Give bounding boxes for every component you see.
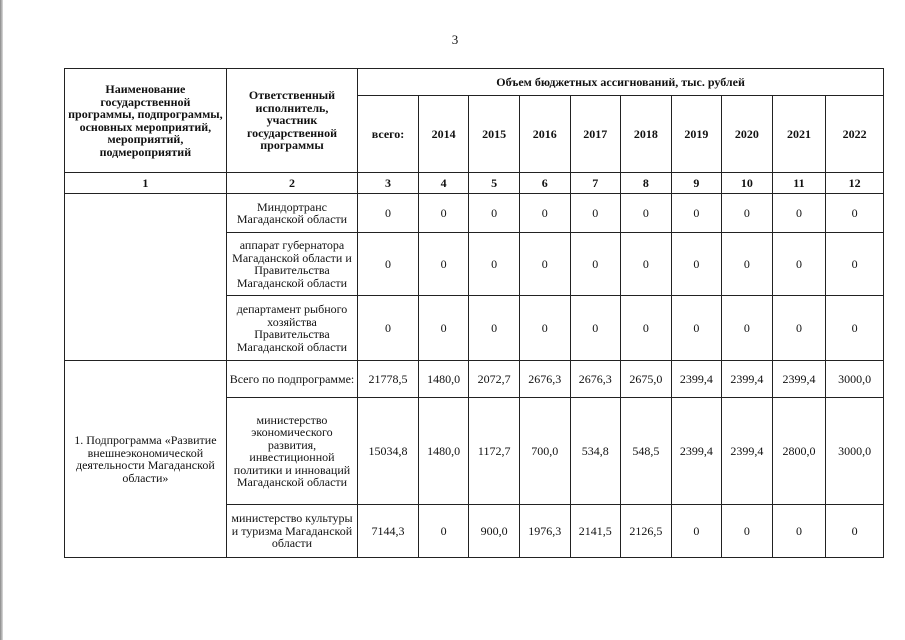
column-number: 11 bbox=[772, 173, 826, 194]
value-cell: 0 bbox=[722, 233, 773, 296]
header-year: 2018 bbox=[621, 96, 672, 173]
value-cell: 548,5 bbox=[621, 398, 672, 505]
value-cell: 1480,0 bbox=[418, 361, 469, 398]
header-year: 2015 bbox=[469, 96, 520, 173]
value-cell: 0 bbox=[469, 233, 520, 296]
value-cell: 3000,0 bbox=[826, 361, 884, 398]
program-name-cell bbox=[65, 194, 227, 361]
value-cell: 0 bbox=[772, 233, 826, 296]
budget-table bbox=[64, 68, 884, 558]
column-number: 9 bbox=[671, 173, 722, 194]
value-cell: 2126,5 bbox=[621, 505, 672, 558]
header-year: 2021 bbox=[772, 96, 826, 173]
header-total: всего: bbox=[358, 96, 419, 173]
value-cell: 2675,0 bbox=[621, 361, 672, 398]
header-year: 2017 bbox=[570, 96, 621, 173]
value-cell: 2072,7 bbox=[469, 361, 520, 398]
column-number: 5 bbox=[469, 173, 520, 194]
header-year: 2016 bbox=[519, 96, 570, 173]
header-year: 2019 bbox=[671, 96, 722, 173]
value-cell: 700,0 bbox=[519, 398, 570, 505]
value-cell: 2676,3 bbox=[570, 361, 621, 398]
value-cell: 0 bbox=[418, 505, 469, 558]
header-year: 2022 bbox=[826, 96, 884, 173]
value-cell: 0 bbox=[570, 233, 621, 296]
subprogram-name-cell: 1. Подпрограмма «Развитие внешнеэкономической деятельности Магаданской области» bbox=[65, 361, 227, 558]
table-row bbox=[65, 361, 884, 398]
value-cell: 2676,3 bbox=[519, 361, 570, 398]
value-cell: 0 bbox=[570, 296, 621, 361]
value-cell: 0 bbox=[671, 233, 722, 296]
value-cell: 0 bbox=[519, 233, 570, 296]
value-cell: 2800,0 bbox=[772, 398, 826, 505]
executor-cell: департамент рыбного хозяйства Правительства Магаданской области bbox=[226, 296, 357, 361]
value-cell: 0 bbox=[570, 194, 621, 233]
value-cell: 0 bbox=[358, 233, 419, 296]
value-cell: 1172,7 bbox=[469, 398, 520, 505]
value-cell: 0 bbox=[358, 194, 419, 233]
page-number: 3 bbox=[451, 32, 459, 47]
value-cell: 0 bbox=[469, 194, 520, 233]
column-number: 10 bbox=[722, 173, 773, 194]
value-cell: 0 bbox=[826, 233, 884, 296]
executor-cell: министерство экономического развития, инвестиционной политики и инноваций Магаданской области bbox=[226, 398, 357, 505]
header-executor: Ответственный исполнитель, участник государственной программы bbox=[226, 69, 357, 173]
value-cell: 0 bbox=[469, 296, 520, 361]
value-cell: 2399,4 bbox=[722, 398, 773, 505]
value-cell: 2399,4 bbox=[722, 361, 773, 398]
executor-cell: министерство культуры и туризма Магаданской области bbox=[226, 505, 357, 558]
value-cell: 0 bbox=[722, 296, 773, 361]
header-year: 2014 bbox=[418, 96, 469, 173]
column-number: 1 bbox=[65, 173, 227, 194]
header-budget-group: Объем бюджетных ассигнований, тыс. рублей bbox=[358, 69, 884, 96]
column-number: 8 bbox=[621, 173, 672, 194]
value-cell: 0 bbox=[772, 296, 826, 361]
executor-cell: Всего по подпрограмме: bbox=[226, 361, 357, 398]
value-cell: 1976,3 bbox=[519, 505, 570, 558]
column-number: 4 bbox=[418, 173, 469, 194]
value-cell: 1480,0 bbox=[418, 398, 469, 505]
value-cell: 0 bbox=[519, 194, 570, 233]
value-cell: 0 bbox=[671, 194, 722, 233]
value-cell: 0 bbox=[418, 194, 469, 233]
value-cell: 21778,5 bbox=[358, 361, 419, 398]
value-cell: 2141,5 bbox=[570, 505, 621, 558]
value-cell: 0 bbox=[722, 505, 773, 558]
value-cell: 0 bbox=[671, 296, 722, 361]
value-cell: 2399,4 bbox=[772, 361, 826, 398]
value-cell: 0 bbox=[621, 233, 672, 296]
column-number: 3 bbox=[358, 173, 419, 194]
header-year: 2020 bbox=[722, 96, 773, 173]
header-program-name: Наименование государственной программы, подпрограммы, основных мероприятий, мероприятий, подмероприятий bbox=[65, 69, 227, 173]
value-cell: 0 bbox=[722, 194, 773, 233]
value-cell: 2399,4 bbox=[671, 361, 722, 398]
value-cell: 0 bbox=[519, 296, 570, 361]
value-cell: 0 bbox=[772, 194, 826, 233]
value-cell: 0 bbox=[621, 194, 672, 233]
value-cell: 0 bbox=[358, 296, 419, 361]
column-number: 2 bbox=[226, 173, 357, 194]
value-cell: 0 bbox=[826, 296, 884, 361]
column-number: 12 bbox=[826, 173, 884, 194]
value-cell: 900,0 bbox=[469, 505, 520, 558]
value-cell: 0 bbox=[772, 505, 826, 558]
column-number: 7 bbox=[570, 173, 621, 194]
value-cell: 0 bbox=[418, 296, 469, 361]
executor-cell: аппарат губернатора Магаданской области и Правительства Магаданской области bbox=[226, 233, 357, 296]
scan-edge bbox=[0, 0, 3, 640]
column-number-row bbox=[65, 173, 884, 194]
value-cell: 0 bbox=[418, 233, 469, 296]
column-number: 6 bbox=[519, 173, 570, 194]
value-cell: 3000,0 bbox=[826, 398, 884, 505]
executor-cell: Миндортранс Магаданской области bbox=[226, 194, 357, 233]
value-cell: 0 bbox=[826, 194, 884, 233]
value-cell: 534,8 bbox=[570, 398, 621, 505]
value-cell: 7144,3 bbox=[358, 505, 419, 558]
table-row bbox=[65, 194, 884, 233]
value-cell: 0 bbox=[671, 505, 722, 558]
value-cell: 15034,8 bbox=[358, 398, 419, 505]
value-cell: 0 bbox=[826, 505, 884, 558]
value-cell: 2399,4 bbox=[671, 398, 722, 505]
value-cell: 0 bbox=[621, 296, 672, 361]
